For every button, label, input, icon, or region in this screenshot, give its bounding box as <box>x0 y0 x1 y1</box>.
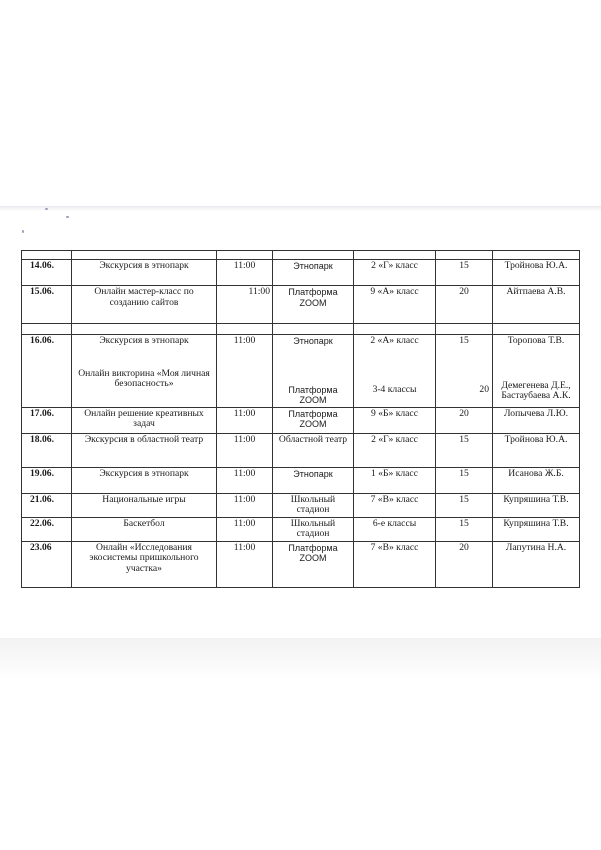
event-cell: Онлайн «Исследования экосистемы пришкольного участка» <box>72 541 217 587</box>
time-cell: 11:00 <box>217 433 273 467</box>
class-cell: 7 «В» класс <box>354 493 436 517</box>
class-cell: 2 «Г» класс <box>354 433 436 467</box>
count-cell: 20 <box>436 407 493 433</box>
date-cell: 17.06. <box>22 407 72 433</box>
time-cell: 11:00 <box>217 260 273 286</box>
table-row <box>22 335 580 408</box>
person-cell: Исанова Ж.Б. <box>493 467 580 493</box>
count-cell: 15 <box>436 517 493 541</box>
person-cell: Тройнова Ю.А. <box>493 433 580 467</box>
event-cell <box>72 335 217 408</box>
count-cell <box>436 335 493 408</box>
table-row <box>22 467 580 493</box>
event-cell: Национальные игры <box>72 493 217 517</box>
table-row <box>22 541 580 587</box>
person-cell: Купряшина Т.В. <box>493 517 580 541</box>
time-cell: 11:00 <box>217 335 273 408</box>
class-text: 2 «А» класс <box>370 335 419 346</box>
place-cell: Областной театр <box>273 433 354 467</box>
count-cell: 15 <box>436 433 493 467</box>
class-cell <box>354 335 436 408</box>
class-text-2: 3-4 классы <box>372 383 417 395</box>
scan-blank-area <box>0 0 601 206</box>
count-cell: 20 <box>436 286 493 324</box>
event-cell: Экскурсия в областной театр <box>72 433 217 467</box>
place-text-2: Платформа ZOOM <box>288 384 338 405</box>
table-row <box>22 433 580 467</box>
class-cell: 9 «Б» класс <box>354 407 436 433</box>
person-cell: Айтпаева А.В. <box>493 286 580 324</box>
event-text: Экскурсия в этнопарк <box>99 335 189 346</box>
date-cell: 19.06. <box>22 467 72 493</box>
table-row <box>22 517 580 541</box>
date-cell: 23.06 <box>22 541 72 587</box>
person-cell: Тройнова Ю.А. <box>493 260 580 286</box>
schedule-table <box>21 250 580 588</box>
table-row <box>22 493 580 517</box>
person-text-2: Демегенева Д.Е., Бастаубаева А.К. <box>501 379 571 401</box>
date-cell: 15.06. <box>22 286 72 324</box>
event-cell: Баскетбол <box>72 517 217 541</box>
count-cell: 15 <box>436 467 493 493</box>
count-text: 15 <box>459 335 469 346</box>
person-cell: Лопычева Л.Ю. <box>493 407 580 433</box>
table-spacer-row <box>22 251 580 260</box>
event-cell: Онлайн мастер-класс по созданию сайтов <box>72 286 217 324</box>
scan-speck <box>22 230 24 233</box>
event-cell: Экскурсия в этнопарк <box>72 260 217 286</box>
table-row <box>22 260 580 286</box>
table-gap-row <box>22 324 580 335</box>
time-cell: 11:00 <box>217 286 273 324</box>
place-cell: Этнопарк <box>273 467 354 493</box>
count-text-2: 20 <box>479 383 489 395</box>
scan-speck <box>66 216 69 218</box>
date-cell: 14.06. <box>22 260 72 286</box>
time-cell: 11:00 <box>217 517 273 541</box>
place-cell: Этнопарк <box>273 260 354 286</box>
count-cell: 15 <box>436 493 493 517</box>
scan-blank-area <box>0 638 601 850</box>
date-cell: 16.06. <box>22 335 72 408</box>
time-cell: 11:00 <box>217 467 273 493</box>
count-cell: 20 <box>436 541 493 587</box>
event-text-2: Онлайн викторина «Моя личная безопасность» <box>78 367 210 389</box>
time-cell: 11:00 <box>217 493 273 517</box>
table-row <box>22 286 580 324</box>
place-cell: Платформа ZOOM <box>273 286 354 324</box>
class-cell: 2 «Г» класс <box>354 260 436 286</box>
class-cell: 9 «А» класс <box>354 286 436 324</box>
table-row <box>22 407 580 433</box>
place-cell: Школьный стадион <box>273 517 354 541</box>
scan-page-edge <box>0 206 601 211</box>
person-cell: Купряшина Т.В. <box>493 493 580 517</box>
class-cell: 7 «В» класс <box>354 541 436 587</box>
date-cell: 18.06. <box>22 433 72 467</box>
person-cell <box>493 335 580 408</box>
class-cell: 1 «Б» класс <box>354 467 436 493</box>
class-cell: 6-е классы <box>354 517 436 541</box>
time-cell: 11:00 <box>217 407 273 433</box>
place-cell: Платформа ZOOM <box>273 541 354 587</box>
event-cell: Экскурсия в этнопарк <box>72 467 217 493</box>
count-cell: 15 <box>436 260 493 286</box>
date-cell: 22.06. <box>22 517 72 541</box>
person-text: Торопова Т.В. <box>507 335 565 346</box>
place-cell: Платформа ZOOM <box>273 407 354 433</box>
person-cell: Лапутина Н.А. <box>493 541 580 587</box>
date-cell: 21.06. <box>22 493 72 517</box>
time-cell: 11:00 <box>217 541 273 587</box>
place-text: Этнопарк <box>293 336 333 346</box>
event-cell: Онлайн решение креативных задач <box>72 407 217 433</box>
place-cell <box>273 335 354 408</box>
place-cell: Школьный стадион <box>273 493 354 517</box>
scan-speck <box>45 208 48 210</box>
